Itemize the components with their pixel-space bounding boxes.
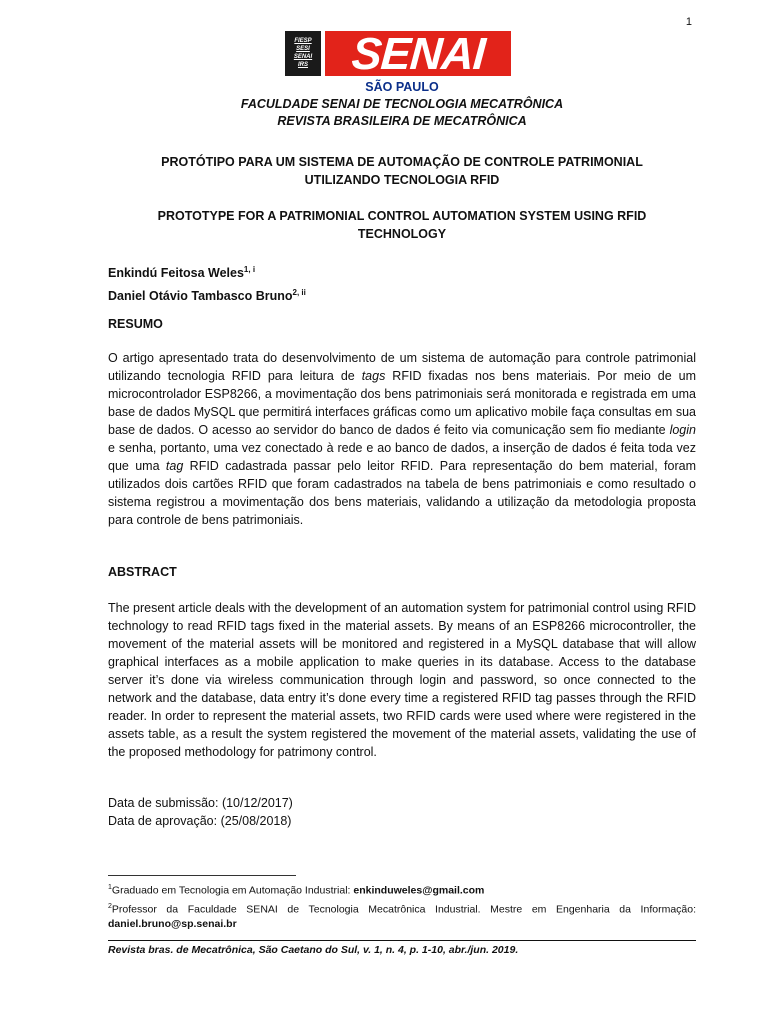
resumo-heading: RESUMO — [108, 317, 163, 331]
senai-brand-block — [325, 28, 511, 79]
logo-line-irs: IRS — [297, 62, 308, 68]
approval-date: Data de aprovação: (25/08/2018) — [108, 814, 292, 828]
footer-divider — [108, 940, 696, 941]
logo-line-fiesp: FIESP — [294, 38, 312, 44]
footnote-divider — [108, 875, 296, 876]
title-en-line: TECHNOLOGY — [357, 227, 447, 241]
abstract-text: The present article deals with the development of an automation system for patrimonial control using RFID technology to read RFID tags fixed in the material assets. By means of an ESP8266 microcontroller, the movement of the material assets will be monitored and registered in a MySQL database that will allow graphical interfaces as a mobile application to make queries in its database. Access to the database server it’s done via wireless communication through login and password, so once connected to the network and the database, data entry it’s done every time a registered RFID tag passes through the RFID reader. In order to represent the material assets, two RFID cards were used where were registered in the assets table, as a result the system registered the movement of the material assets, validating the use of the proposed methodology for patrimony control. — [108, 601, 696, 759]
submission-date: Data de submissão: (10/12/2017) — [108, 796, 293, 810]
logo-line-sesi: SESI — [296, 46, 310, 52]
author-name: Enkindú Feitosa Weles — [108, 266, 244, 281]
author-superscript: 2, ii — [292, 288, 306, 298]
title-en-line: PROTOTYPE FOR A PATRIMONIAL CONTROL AUTOMATION SYSTEM USING RFID — [157, 209, 647, 223]
emphasis: login — [669, 423, 696, 437]
emphasis: tag — [165, 459, 184, 473]
faculty-name: FACULDADE SENAI DE TECNOLOGIA MECATRÔNICA — [240, 97, 564, 111]
logo-line-senai: SENAI — [293, 54, 313, 60]
author-superscript: 1, i — [243, 265, 256, 274]
dates-block — [108, 794, 293, 830]
journal-name: REVISTA BRASILEIRA DE MECATRÔNICA — [277, 114, 527, 128]
footnotes — [108, 880, 696, 932]
senai-brand-text: SENAI — [349, 28, 487, 79]
journal-citation: Revista bras. de Mecatrônica, São Caetano do Sul, v. 1, n. 4, p. 1-10, abr./jun. 2019. — [108, 944, 519, 956]
author — [108, 283, 306, 306]
email-link[interactable]: enkinduweles@gmail.com — [353, 884, 485, 897]
author-name: Daniel Otávio Tambasco Bruno — [108, 289, 293, 304]
footnote-1: $^1$Graduado em Tecnologia em Automação Industrial: enkinduweles@gmail.com — [108, 884, 485, 897]
emphasis: tags — [361, 369, 386, 383]
footnote-2: $^2$Professor da Faculdade SENAI de Tecnologia Mecatrônica Industrial. Mestre em Engenharia da Informação: daniel.bruno@sp.senai.br — [108, 902, 696, 930]
page-number: 1 — [685, 16, 692, 28]
author — [108, 260, 306, 283]
title-pt-line: PROTÓTIPO PARA UM SISTEMA DE AUTOMAÇÃO DE CONTROLE PATRIMONIAL — [161, 155, 643, 169]
senai-logo — [285, 28, 511, 79]
title-pt-line: UTILIZANDO TECNOLOGIA RFID — [304, 173, 500, 187]
fiesp-logo-block — [285, 31, 321, 76]
abstract-heading: ABSTRACT — [108, 565, 177, 579]
city: SÃO PAULO — [365, 80, 439, 94]
author-list — [108, 260, 306, 306]
email-link[interactable]: daniel.bruno@sp.senai.br — [108, 918, 237, 930]
title-portuguese — [108, 153, 696, 189]
institution-header — [108, 79, 696, 130]
title-english — [108, 207, 696, 243]
resumo-text: O artigo apresentado trata do desenvolvimento de um sistema de automação para controle patrimonial utilizando tecnologia RFID para leitura de tags RFID fixadas nos bens materiais. Por meio de um microcontrolador ESP8266, a movimentação dos bens patrimoniais será monitorada e registrada em uma base de dados MySQL que permitirá interfaces gráficas como um aplicativo mobile faça consultas em sua base de dados. O acesso ao servidor do banco de dados é feito via comunicação sem fio mediante login e senha, portanto, uma vez conectado à rede e ao banco de dados, a inserção de dados é feita toda vez que uma tag RFID cadastrada passar pelo leitor RFID. Para representação do bem material, foram utilizados dois cartões RFID que foram cadastrados na tabela de bens patrimoniais e como resultado o sistema registrou a movimentação dos bens materiais, validando a utilização da metodologia proposta para controle de bens patrimoniais. — [108, 351, 697, 527]
